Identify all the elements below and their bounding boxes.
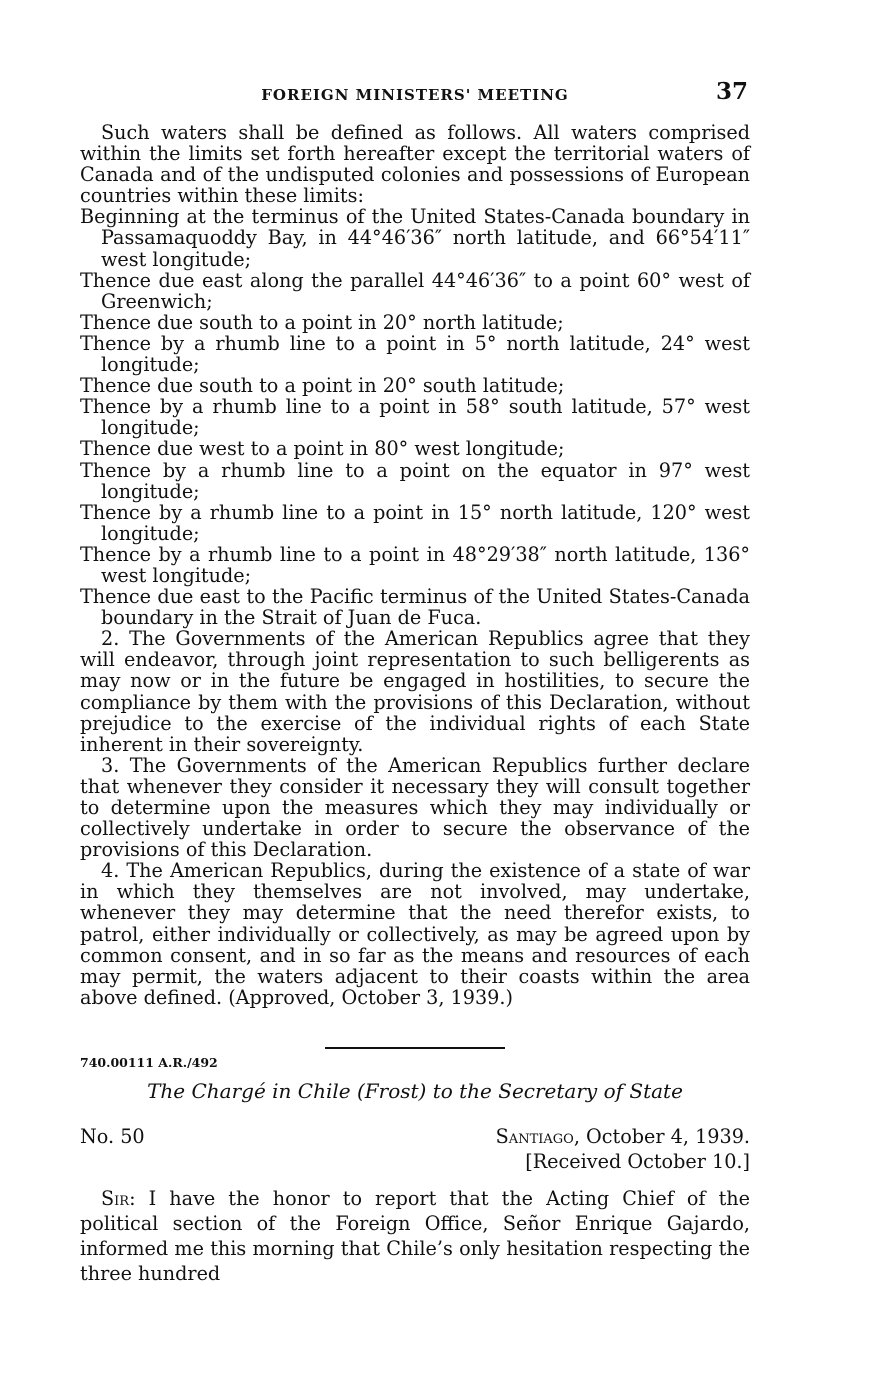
boundary-point-8: Thence by a rhumb line to a point on the equator in 97° west longitude; — [80, 458, 750, 503]
boundary-point-5: Thence due south to a point in 20° south latitude; — [80, 374, 565, 398]
letter-number: No. 50 — [80, 1125, 145, 1148]
boundary-point-3: Thence due south to a point in 20° north latitude; — [80, 310, 564, 334]
section-divider — [325, 1047, 505, 1049]
boundary-point-4: Thence by a rhumb line to a point in 5° north latitude, 24° west longitude; — [80, 331, 750, 377]
boundary-point-2: Thence due east along the parallel 44°46′36″ to a point 60° west of Greenwich; — [80, 268, 750, 313]
place-name: Santiago — [495, 1125, 574, 1148]
boundary-point-7: Thence due west to a point in 80° west longitude; — [80, 437, 565, 461]
boundary-point-1: Beginning at the terminus of the United States-Canada boundary in Passamaquoddy Bay, in 44°46′36″ north latitude, and 66°54′11″ west longitude; — [80, 205, 750, 271]
boundary-point-11: Thence due east to the Pacific terminus of the United States-Canada boundary in the Strait of Juan de Fuca. — [80, 585, 750, 630]
received-date: [Received October 10.] — [525, 1150, 750, 1173]
salutation: Sir — [101, 1187, 130, 1210]
page-number: 37 — [715, 78, 748, 105]
letter-text: : I have the honor to report that the Acting Chief of the political section of the Foreign Office, Señor Enrique Gajardo, informed me this morning that Chile’s only hesitation respecting the three hundred — [80, 1187, 750, 1285]
running-head: FOREIGN MINISTERS' MEETING — [261, 86, 569, 104]
boundary-point-10: Thence by a rhumb line to a point in 48°29′38″ north latitude, 136° west longitude; — [80, 542, 750, 587]
place-and-date — [496, 1125, 750, 1148]
paragraph-article-3: 3. The Governments of the American Republics further declare that whenever they consider it necessary they will consult together to determine upon the measures which they may individually or collectively undertake in order to secure the observance of the provisions of this Declaration. — [80, 753, 750, 862]
paragraph-waters-defined: Such waters shall be defined as follows. All waters comprised within the limits set forth hereafter except the territorial waters of Canada and of the undisputed colonies and possessions of European countries within these limits: — [80, 121, 750, 208]
declaration-text — [80, 122, 750, 1008]
paragraph-article-2: 2. The Governments of the American Republics agree that they will endeavor, through joint representation to such belligerents as may now or in the future be engaged in hostilities, to secure the compliance by them with the provisions of this Declaration, without prejudice to the exercise of the individual rights of each State inherent in their sovereignty. — [80, 627, 750, 756]
file-reference: 740.00111 A.R./492 — [80, 1055, 218, 1070]
page-header — [80, 78, 750, 108]
document-title: The Chargé in Chile (Frost) to the Secretary of State — [147, 1079, 683, 1103]
boundary-point-6: Thence by a rhumb line to a point in 58° south latitude, 57° west longitude; — [80, 395, 750, 440]
letter-body — [80, 1186, 750, 1286]
paragraph-article-4: 4. The American Republics, during the existence of a state of war in which they themselves are not involved, may undertake, whenever they may determine that the need therefor exists, to patrol, either individually or collectively, as may be agreed upon by common consent, and in so far as the means and resources of each may permit, the waters adjacent to their coasts within the area above defined. (Approved, October 3, 1939.) — [80, 859, 750, 1009]
boundary-point-9: Thence by a rhumb line to a point in 15° north latitude, 120° west longitude; — [80, 500, 750, 545]
letter-date: , October 4, 1939. — [573, 1125, 750, 1148]
